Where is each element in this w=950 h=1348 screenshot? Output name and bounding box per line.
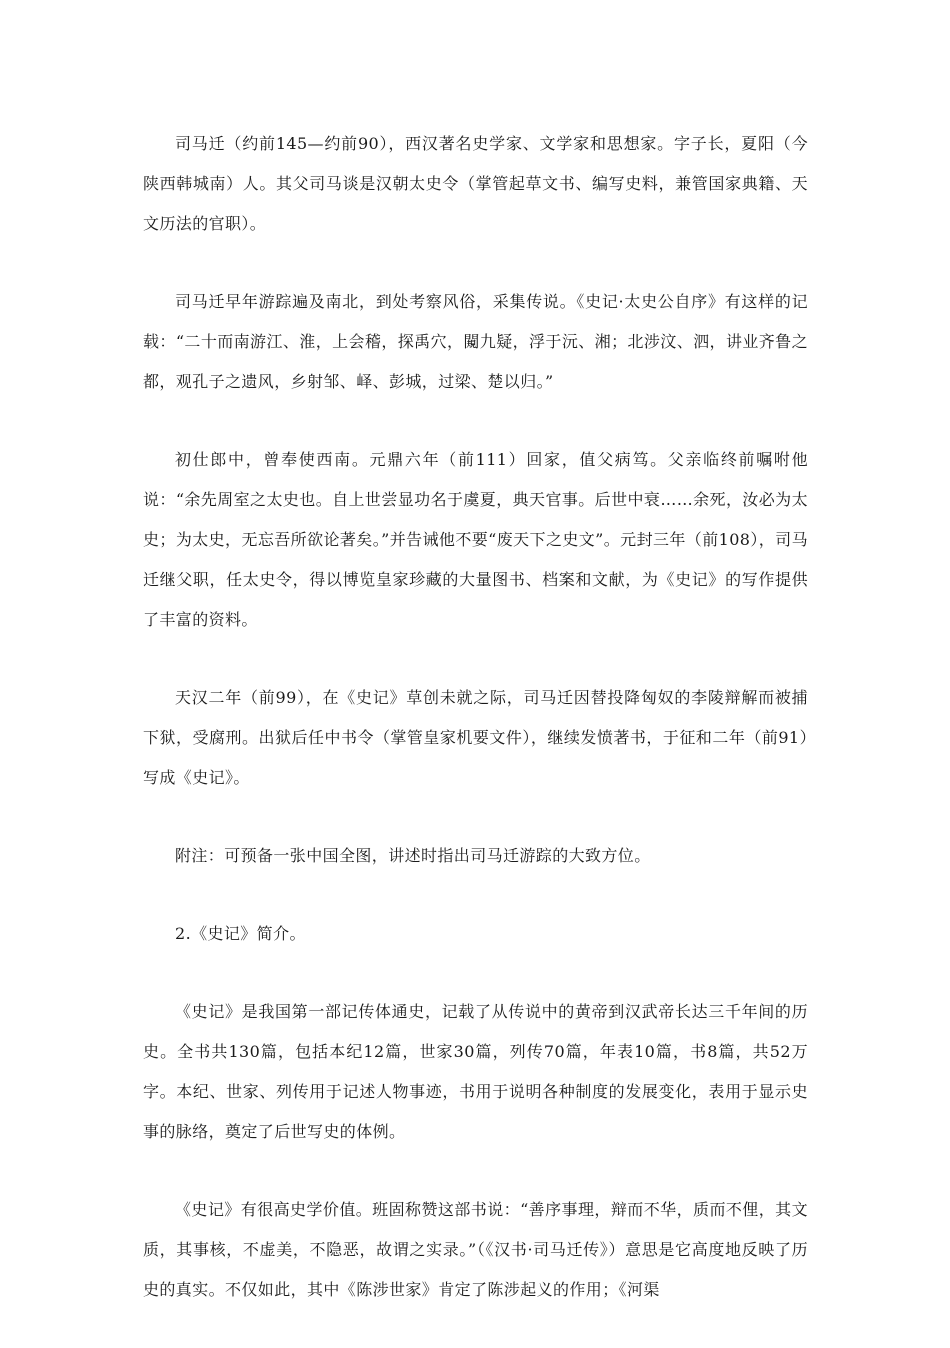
- paragraph-imprisonment: 天汉二年（前99），在《史记》草创未就之际，司马迁因替投降匈奴的李陵辩解而被捕下狱，受腐刑。出狱后任中书令（掌管皇家机要文件），继续发愤著书，于征和二年（前91）写成《史记》。: [143, 688, 808, 787]
- paragraph-appendix-note: 附注：可预备一张中国全图，讲述时指出司马迁游踪的大致方位。: [175, 846, 651, 865]
- section-heading-shiji-intro: 2.《史记》简介。: [175, 924, 306, 943]
- paragraph-official-career: 初仕郎中，曾奉使西南。元鼎六年（前111）回家，值父病笃。父亲临终前嘱咐他说：“余先周室之太史也。自上世尝显功名于虞夏，典天官事。后世中衰……余死，汝必为太史；为太史，无忘吾所欲论著矣。”并告诫他不要“废天下之史文”。元封三年（前108），司马迁继父职，任太史令，得以博览皇家珍藏的大量图书、档案和文献，为《史记》的写作提供了丰富的资料。: [143, 450, 808, 629]
- paragraph-shiji-value: 《史记》有很高史学价值。班固称赞这部书说：“善序事理，辩而不华，质而不俚，其文质，其事核，不虚美，不隐恶，故谓之实录。”（《汉书·司马迁传》）意思是它高度地反映了历史的真实。不仅如此，其中《陈涉世家》肯定了陈涉起义的作用；《河渠: [143, 1200, 808, 1299]
- document-body: [143, 124, 808, 1348]
- paragraph-sima-qian-bio: 司马迁（约前145—约前90），西汉著名史学家、文学家和思想家。字子长，夏阳（今陕西韩城南）人。其父司马谈是汉朝太史令（掌管起草文书、编写史料，兼管国家典籍、天文历法的官职）。: [143, 134, 808, 233]
- paragraph-early-travels: 司马迁早年游踪遍及南北，到处考察风俗，采集传说。《史记·太史公自序》有这样的记载：“二十而南游江、淮，上会稽，探禹穴，闚九疑，浮于沅、湘；北涉汶、泗，讲业齐鲁之都，观孔子之遗风，乡射邹、峄、彭城，过梁、楚以归。”: [143, 292, 808, 391]
- paragraph-shiji-overview: 《史记》是我国第一部记传体通史，记载了从传说中的黄帝到汉武帝长达三千年间的历史。全书共130篇，包括本纪12篇，世家30篇，列传70篇，年表10篇，书8篇，共52万字。本纪、世家、列传用于记述人物事迹，书用于说明各种制度的发展变化，表用于显示史事的脉络，奠定了后世写史的体例。: [143, 1002, 808, 1141]
